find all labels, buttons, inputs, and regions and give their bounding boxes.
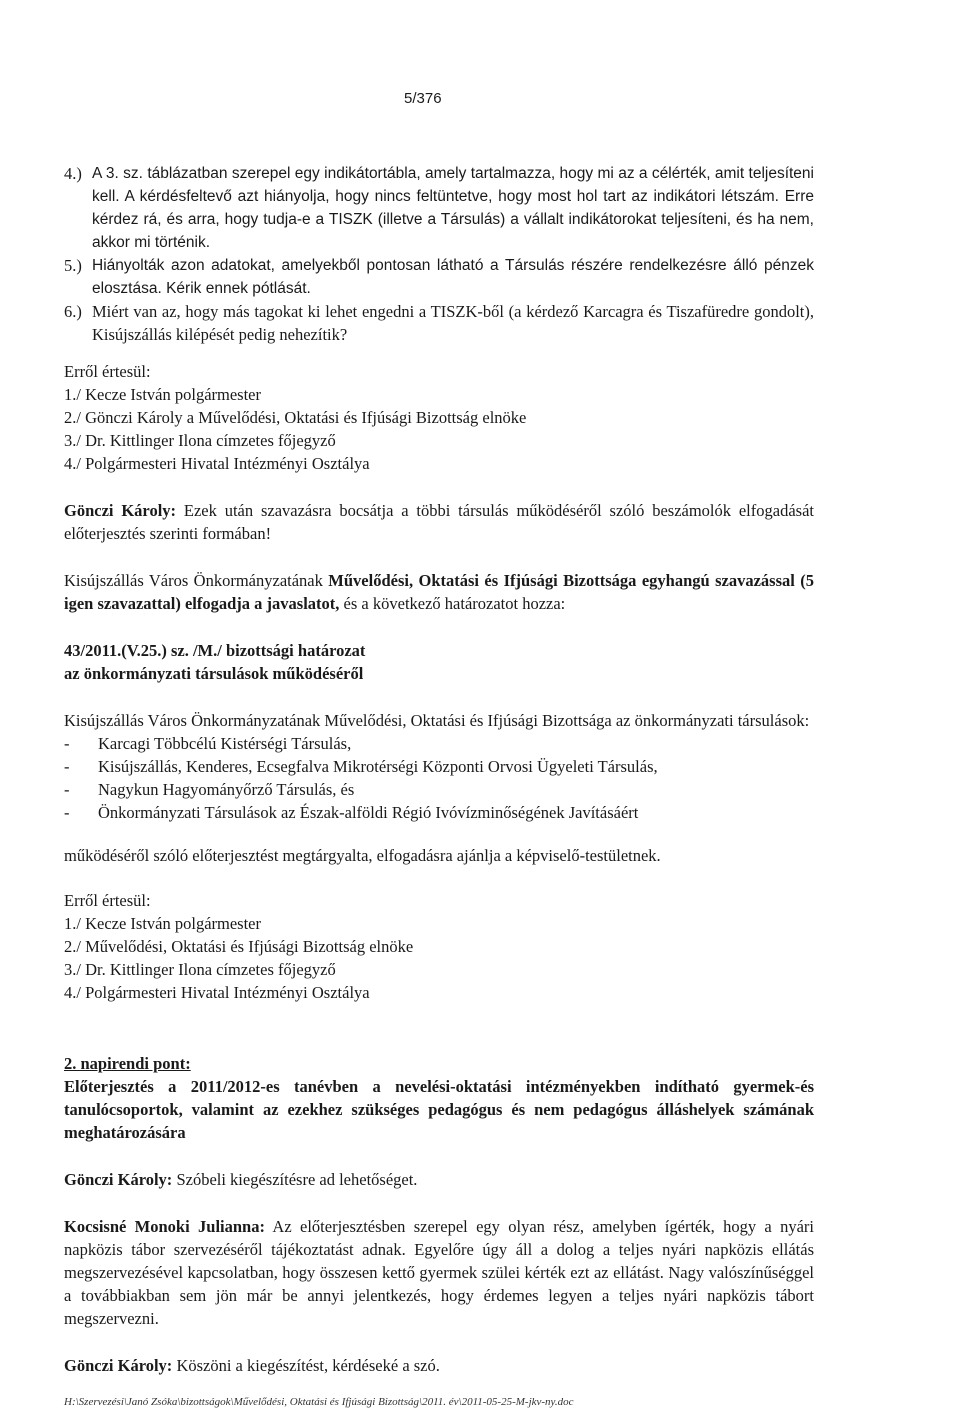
notification-list-1: [64, 360, 814, 475]
notification-item: 3./ Dr. Kittlinger Ilona címzetes főjegyző: [64, 960, 336, 979]
list-item: - Önkormányzati Társulások az Észak-alföldi Régió Ivóvízminőségének Javításáért: [64, 803, 639, 822]
question-item-5: [64, 254, 814, 300]
notification-item: 1./ Kecze István polgármester: [64, 914, 262, 933]
question-text: A 3. sz. táblázatban szerepel egy indikátortábla, amely tartalmazza, hogy mi az a célérték, amit teljesíteni kell. A kérdésfeltevő azt hiányolja, hogy nincs feltüntetve, hogy most hol tart az indikátori létszám. Erre kérdez rá, és arra, hogy tudja-e a TISZK (illetve a Társulás) a vállalt indikátorokat teljesíteni, és ha nem, akkor mi történik.: [92, 165, 814, 251]
agenda-heading: 2. napirendi pont:: [64, 1054, 191, 1073]
question-text: Miért van az, hogy más tagokat ki lehet engedni a TISZK-ből (a kérdező Karcagra és Tiszafüredre gondolt), Kisújszállás kilépését pedig nehezítik?: [92, 302, 814, 344]
file-path-footer: H:\Szervezési\Janó Zsóka\bizottságok\Művelődési, Oktatási és Ifjúsági Bizottság\2011. év\2011-05-25-M-jkv-ny.doc: [64, 1396, 574, 1408]
speaker-name: Gönczi Károly:: [64, 1356, 173, 1375]
speaker-name: Gönczi Károly:: [64, 501, 177, 520]
resolution-number: 43/2011.(V.25.) sz. /M./ bizottsági határozat: [64, 641, 366, 660]
list-item: - Karcagi Többcélú Kistérségi Társulás,: [64, 734, 352, 753]
question-number: 5.): [64, 256, 82, 275]
notification-item: 2./ Gönczi Károly a Művelődési, Oktatási és Ifjúsági Bizottság elnöke: [64, 408, 527, 427]
resolution-body: [64, 709, 814, 867]
notification-item: 1./ Kecze István polgármester: [64, 385, 262, 404]
notification-list-2: [64, 889, 814, 1004]
resolution-closing: működéséről szóló előterjesztést megtárgyalta, elfogadásra ajánlja a képviselő-testületnek.: [64, 846, 661, 865]
notification-item: 2./ Művelődési, Oktatási és Ifjúsági Bizottság elnöke: [64, 937, 414, 956]
question-number: 6.): [64, 302, 82, 321]
vote-paragraph: [64, 569, 814, 615]
association-list: [64, 732, 814, 824]
speech-text: Az előterjesztésben szerepel egy olyan rész, amelyben ígérték, hogy a nyári napközis tábor szervezéséről tájékoztatást adnak. Egyelőre úgy áll a dolog a teljes nyári napközis ellátás megszervezésével kapcsolatban, hogy összesen kettő gyermek szülei kérték ezt az ellátást. Nagy valószínűséggel a továbbiakban sem jön már be annyi jelentkezés, hogy érdemes legyen a teljes nyári napközis tábort megszervezni.: [64, 1217, 814, 1328]
list-item: - Nagykun Hagyományőrző Társulás, és: [64, 780, 355, 799]
list-item-text: Kisújszállás, Kenderes, Ecsegfalva Mikrotérségi Központi Orvosi Ügyeleti Társulás,: [98, 757, 658, 776]
list-item-text: Nagykun Hagyományőrző Társulás, és: [98, 780, 355, 799]
notification-item: 4./ Polgármesteri Hivatal Intézményi Osztálya: [64, 983, 370, 1002]
speaker-paragraph-kocsisne: [64, 1215, 814, 1330]
resolution-intro: Kisújszállás Város Önkormányzatának Művelődési, Oktatási és Ifjúsági Bizottsága az önkormányzati társulások:: [64, 711, 810, 730]
notification-item: 3./ Dr. Kittlinger Ilona címzetes főjegyző: [64, 431, 336, 450]
question-text: Hiányolták azon adatokat, amelyekből pontosan látható a Társulás részére rendelkezésre álló pénzek elosztása. Kérik ennek pótlását.: [92, 257, 814, 297]
vote-text: Kisújszállás Város Önkormányzatának: [64, 571, 329, 590]
speaker-paragraph-gonczi-2: [64, 1168, 814, 1191]
notification-heading: Erről értesül:: [64, 362, 151, 381]
speech-text: Köszöni a kiegészítést, kérdéseké a szó.: [172, 1356, 440, 1375]
page-number: 5/376: [404, 90, 442, 107]
vote-text-end: és a következő határozatot hozza:: [339, 594, 566, 613]
speaker-paragraph-gonczi-3: [64, 1354, 814, 1377]
notification-item: 4./ Polgármesteri Hivatal Intézményi Osztálya: [64, 454, 370, 473]
speech-text: Szóbeli kiegészítésre ad lehetőséget.: [172, 1170, 418, 1189]
speaker-name: Gönczi Károly:: [64, 1170, 173, 1189]
notification-heading: Erről értesül:: [64, 891, 151, 910]
agenda-item: [64, 1052, 814, 1144]
question-item-4: [64, 162, 814, 254]
list-item: - Kisújszállás, Kenderes, Ecsegfalva Mikrotérségi Központi Orvosi Ügyeleti Társulás,: [64, 757, 658, 776]
resolution-title: [64, 639, 814, 685]
question-number: 4.): [64, 164, 82, 183]
question-item-6: [64, 300, 814, 346]
document-body: [64, 162, 814, 1377]
vote-decision: Művelődési, Oktatási és Ifjúsági Bizottsága egyhangú szavazással (5 igen szavazattal) elfogadja a javaslatot,: [64, 571, 815, 613]
list-item-text: Karcagi Többcélú Kistérségi Társulás,: [98, 734, 352, 753]
list-item-text: Önkormányzati Társulások az Észak-alföldi Régió Ivóvízminőségének Javításáért: [98, 803, 639, 822]
speech-text: Ezek után szavazásra bocsátja a többi társulás működéséről szóló beszámolók elfogadását előterjesztés szerinti formában!: [64, 501, 814, 543]
agenda-title: Előterjesztés a 2011/2012-es tanévben a nevelési-oktatási intézményekben indítható gyermek-és tanulócsoportok, valamint az ezekhez szükséges pedagógus és nem pedagógus álláshelyek számának meghatározására: [64, 1077, 814, 1142]
resolution-subject: az önkormányzati társulások működéséről: [64, 664, 364, 683]
speaker-paragraph-gonczi-1: [64, 499, 814, 545]
speaker-name: Kocsisné Monoki Julianna:: [64, 1217, 265, 1236]
